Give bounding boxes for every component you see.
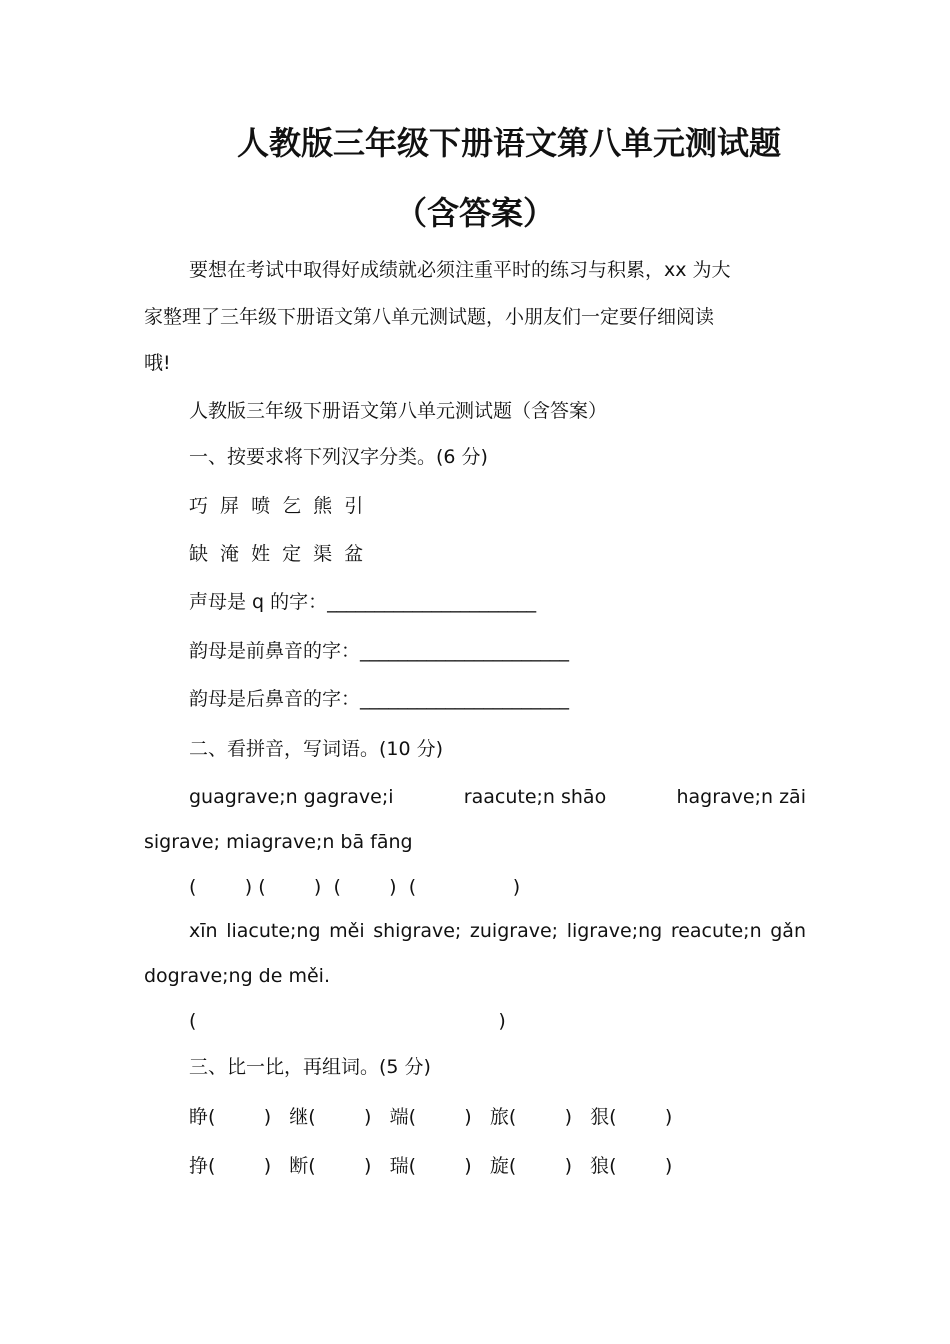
- answer-parens-row-2[interactable]: ( ): [189, 1010, 506, 1032]
- section1-heading: 一、按要求将下列汉字分类。(6 分): [189, 446, 488, 468]
- pinyin-word: shigrave;: [373, 920, 462, 942]
- chars-row-2: 缺 淹 姓 定 渠 盆: [189, 543, 364, 565]
- compare-row-1: [189, 1104, 672, 1130]
- answer-paren[interactable]: ( ): [333, 876, 397, 898]
- compare-item[interactable]: 瑞( ): [389, 1155, 472, 1177]
- question-label: 声母是 q 的字：: [189, 591, 328, 613]
- chars-row-1: 巧 屏 喷 乞 熊 引: [189, 495, 364, 517]
- answer-blank[interactable]: ______________________: [327, 591, 537, 613]
- pinyin-word: hagrave;n zāi: [676, 786, 806, 808]
- question-q-initial: [189, 589, 536, 615]
- compare-item[interactable]: 继( ): [289, 1106, 372, 1128]
- compare-item[interactable]: 睁( ): [189, 1106, 272, 1128]
- compare-item[interactable]: 挣( ): [189, 1155, 272, 1177]
- document-title-subtitle: （含答案）: [394, 194, 555, 232]
- pinyin-word: raacute;n shāo: [463, 786, 607, 808]
- question-front-nasal: [189, 638, 569, 664]
- pinyin-row-1: [189, 784, 806, 810]
- compare-item[interactable]: 旅( ): [489, 1106, 572, 1128]
- question-label: 韵母是前鼻音的字：: [189, 640, 361, 662]
- intro-line-3: 哦!: [144, 352, 171, 374]
- question-label: 韵母是后鼻音的字：: [189, 688, 361, 710]
- answer-paren[interactable]: ( ): [408, 876, 521, 898]
- section3-heading: 三、比一比，再组词。(5 分): [189, 1056, 431, 1078]
- pinyin-word: měi: [329, 920, 365, 942]
- compare-item[interactable]: 狼( ): [590, 1155, 673, 1177]
- compare-item[interactable]: 旋( ): [489, 1155, 572, 1177]
- section2-heading: 二、看拼音，写词语。(10 分): [189, 738, 444, 760]
- answer-parens-row-1: [189, 874, 520, 900]
- answer-blank[interactable]: ______________________: [360, 688, 570, 710]
- pinyin-word: zuigrave;: [469, 920, 559, 942]
- intro-line-2: 家整理了三年级下册语文第八单元测试题，小朋友们一定要仔细阅读: [144, 306, 715, 328]
- pinyin-word: ligrave;ng: [566, 920, 663, 942]
- compare-row-2: [189, 1153, 672, 1179]
- compare-item[interactable]: 断( ): [289, 1155, 372, 1177]
- pinyin-word: gǎn: [770, 920, 806, 942]
- compare-item[interactable]: 端( ): [389, 1106, 472, 1128]
- answer-paren[interactable]: ( ): [189, 876, 253, 898]
- pinyin-row-2-continued: dograve;ng de měi.: [144, 965, 330, 987]
- pinyin-row-2: [189, 918, 806, 944]
- pinyin-word: reacute;n: [670, 920, 762, 942]
- compare-item[interactable]: 狠( ): [590, 1106, 673, 1128]
- question-back-nasal: [189, 686, 569, 712]
- answer-paren[interactable]: ( ): [258, 876, 322, 898]
- pinyin-word: liacute;ng: [226, 920, 321, 942]
- pinyin-word: guagrave;n gagrave;i: [189, 786, 394, 808]
- intro-line-1: 要想在考试中取得好成绩就必须注重平时的练习与积累，xx 为大: [189, 259, 731, 281]
- pinyin-row-1-continued: sigrave; miagrave;n bā fāng: [144, 831, 413, 853]
- section-subtitle: 人教版三年级下册语文第八单元测试题（含答案）: [189, 400, 608, 422]
- document-title: 人教版三年级下册语文第八单元测试题: [236, 124, 781, 162]
- answer-blank[interactable]: ______________________: [360, 640, 570, 662]
- pinyin-word: xīn: [189, 920, 218, 942]
